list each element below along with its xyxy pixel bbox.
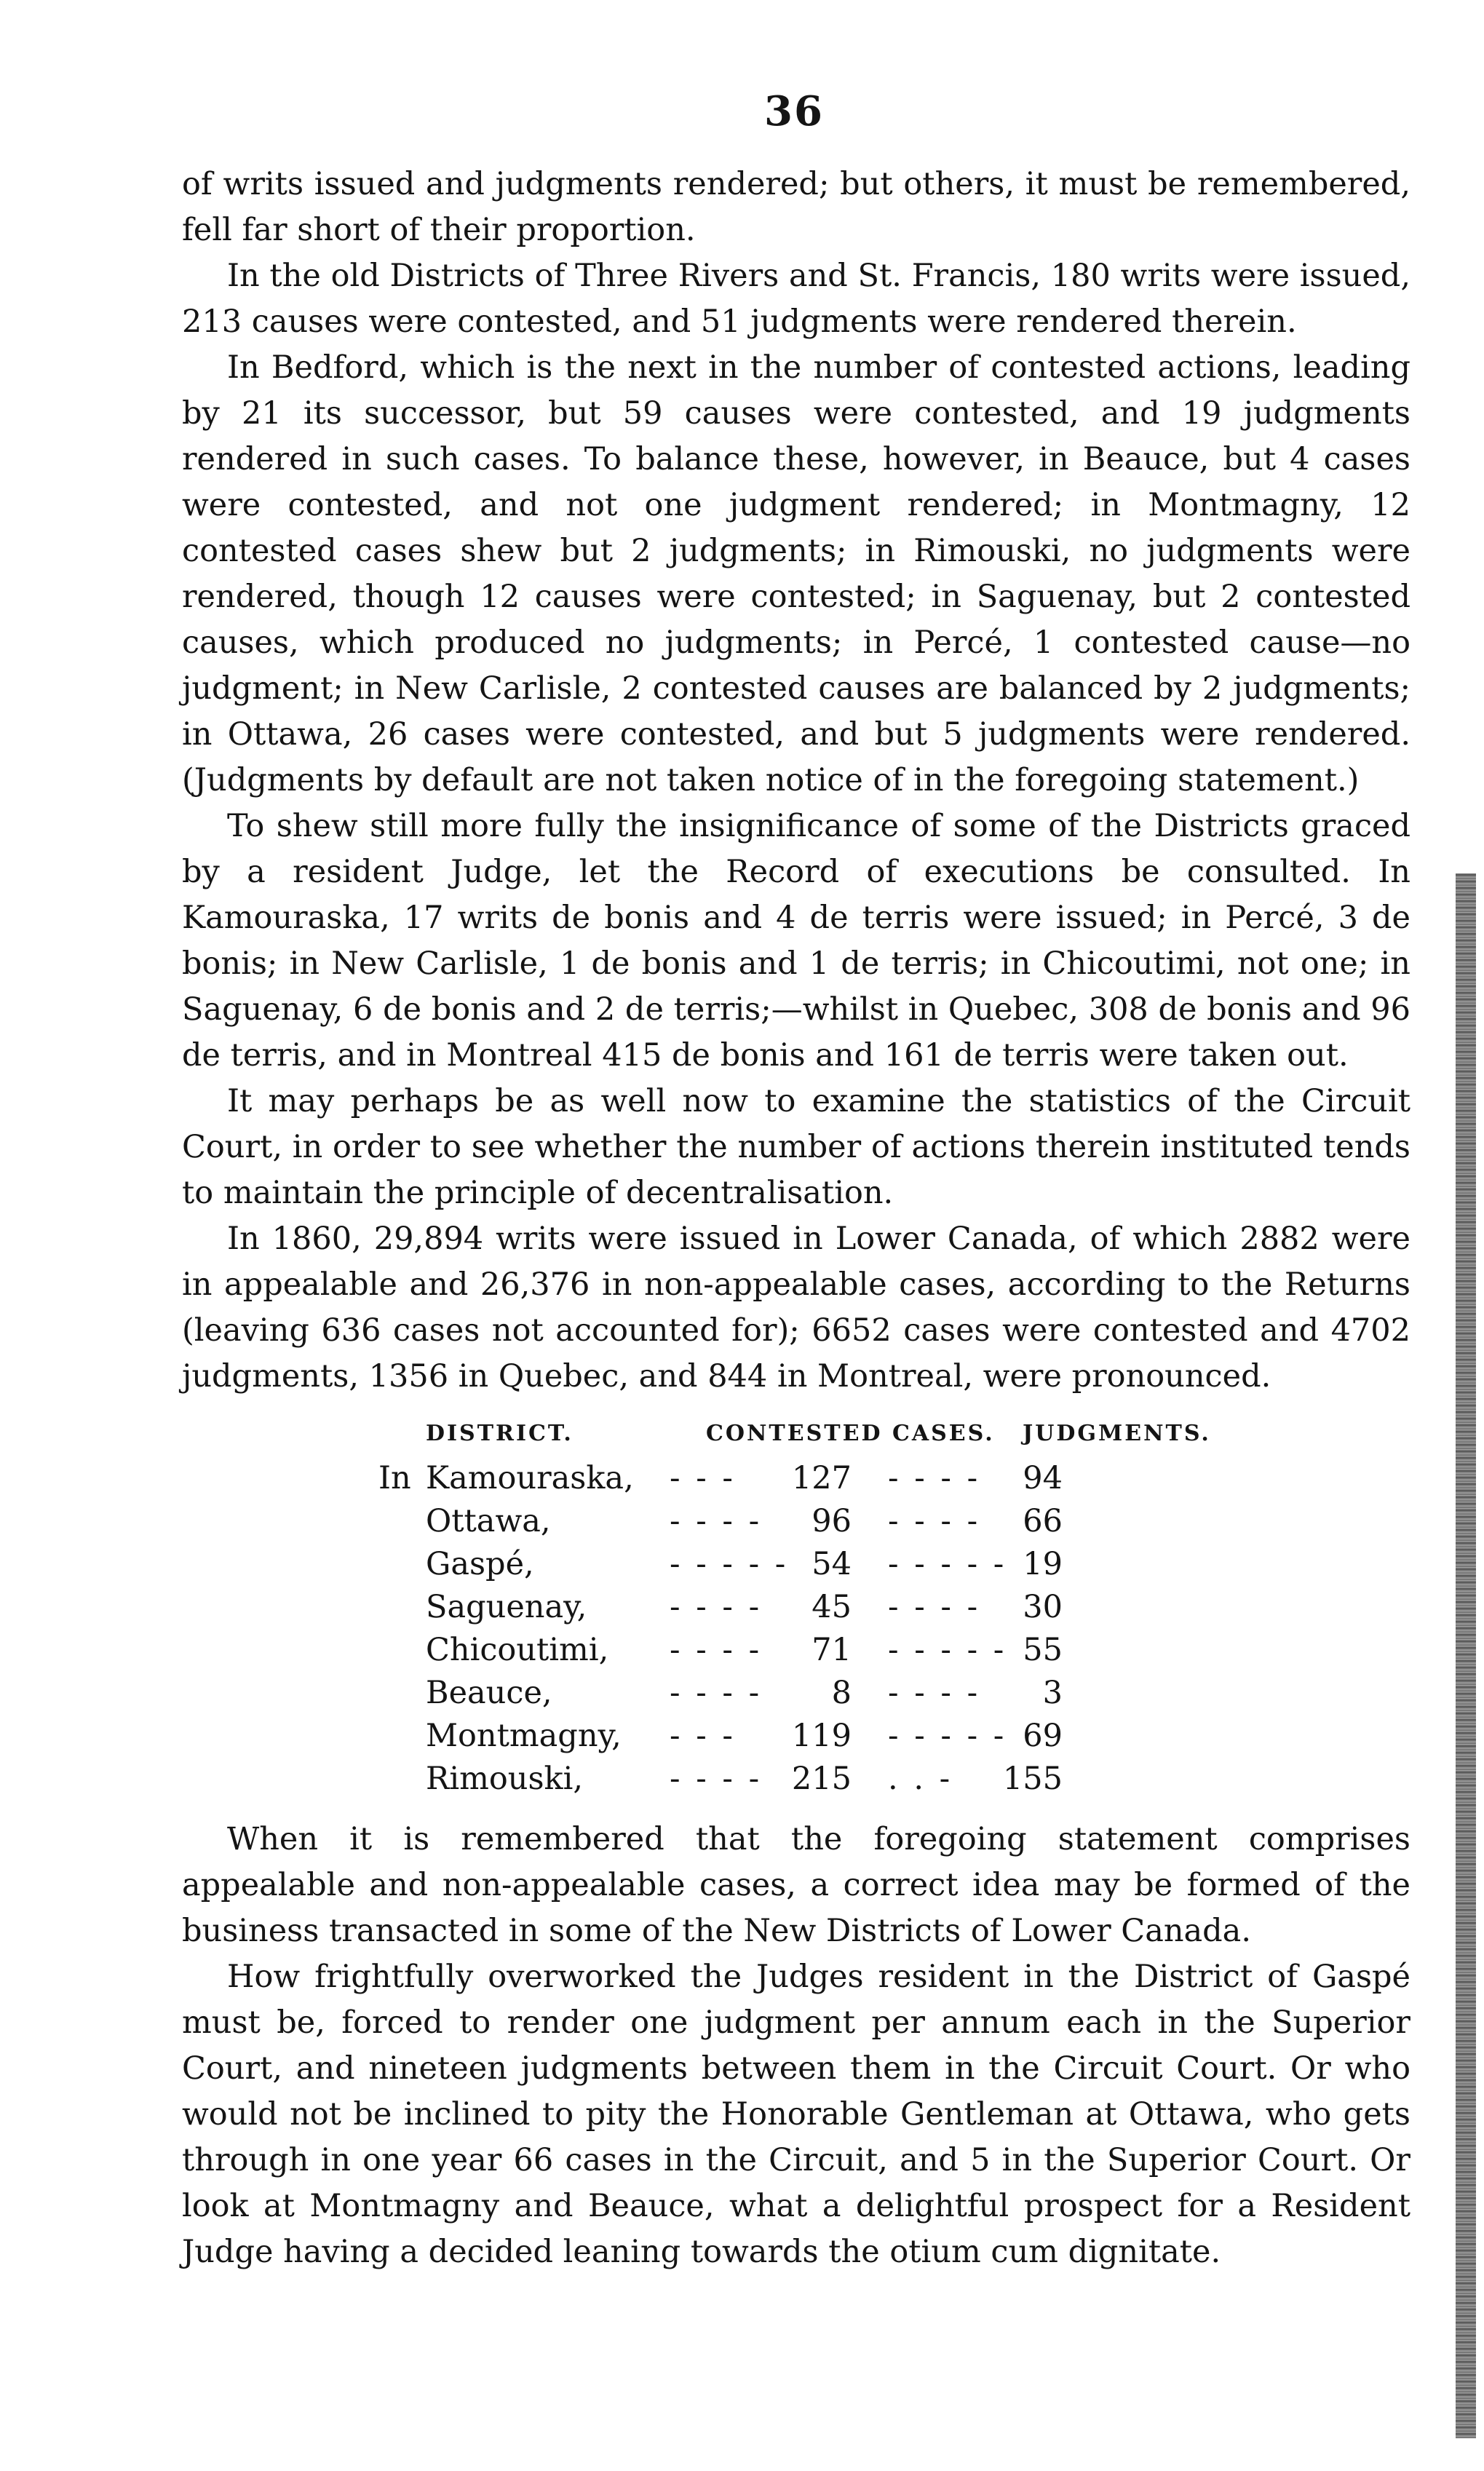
contested-value: 71 <box>812 1632 852 1668</box>
table-row: Chicoutimi, - - - - 71 - - - - - 55 <box>378 1629 1252 1672</box>
paragraph-remembered: When it is remembered that the foregoing statement comprises appealable and non-appealable cases, a correct idea may be formed of the business transacted in some of the New Districts of Lower Canada. <box>182 1821 1410 1949</box>
district-name: Rimouski, <box>426 1761 584 1797</box>
body-text-bottom <box>182 1817 1410 2275</box>
judgments-value: 155 <box>1002 1761 1063 1797</box>
contested-value: 119 <box>791 1718 852 1754</box>
contested-value: 215 <box>791 1761 852 1797</box>
table-row: Ottawa, - - - - 96 - - - - 66 <box>378 1500 1252 1543</box>
table-row: Montmagny, - - - 119 - - - - - 69 <box>378 1715 1252 1758</box>
paragraph-circuit-court: It may perhaps be as well now to examine the statistics of the Circuit Court, in order to see whether the number of actions therein instituted tends to maintain the principle of decentralisation. <box>182 1083 1410 1211</box>
district-name: Chicoutimi, <box>426 1632 609 1668</box>
judgments-value: 30 <box>1023 1589 1063 1625</box>
district-name: Gaspé, <box>426 1546 534 1582</box>
district-name: Saguenay, <box>426 1589 587 1625</box>
contested-value: 8 <box>831 1675 852 1711</box>
contested-value: 54 <box>812 1546 852 1582</box>
body-text-top <box>182 162 1410 1400</box>
paragraph-1860-statistics: In 1860, 29,894 writs were issued in Lower Canada, of which 2882 were in appealable and 26,376 in non-appealable cases, according to the Returns (leaving 636 cases not accounted for); 6652 cases were contested and 4702 judgments, 1356 in Quebec, and 844 in Montreal, were pronounced. <box>182 1221 1410 1395</box>
header-district: DISTRICT. <box>426 1421 574 1446</box>
page-number: 36 <box>764 87 824 135</box>
row-prefix: In <box>378 1460 411 1496</box>
table-row: In Kamouraska, - - - 127 - - - - 94 <box>378 1457 1252 1500</box>
table-row: Gaspé, - - - - - 54 - - - - - 19 <box>378 1543 1252 1586</box>
contested-value: 127 <box>791 1460 852 1496</box>
judgments-value: 3 <box>1042 1675 1063 1711</box>
judgments-value: 66 <box>1023 1503 1063 1539</box>
district-name: Kamouraska, <box>426 1460 634 1496</box>
paragraph-overworked-judges: How frightfully overworked the Judges resident in the District of Gaspé must be, forced to render one judgment per annum each in the Superior Court, and nineteen judgments between them in the Circuit Court. Or who would not be inclined to pity the Honorable Gentleman at Ottawa, who gets through in one year 66 cases in the Circuit, and 5 in the Superior Court. Or look at Montmagny and Beauce, what a delightful prospect for a Resident Judge having a decided leaning towards the otium cum dignitate. <box>182 1959 1410 2270</box>
paragraph-three-rivers: In the old Districts of Three Rivers and St. Francis, 180 writs were issued, 213 causes were contested, and 51 judgments were rendered therein. <box>182 258 1410 340</box>
header-judgments: JUDGMENTS. <box>1023 1421 1211 1446</box>
contested-value: 96 <box>812 1503 852 1539</box>
paragraph-continuation: of writs issued and judgments rendered; but others, it must be remembered, fell far short of their proportion. <box>182 166 1410 248</box>
header-contested-cases: CONTESTED CASES. <box>706 1421 995 1446</box>
district-name: Beauce, <box>426 1675 552 1711</box>
judgments-value: 19 <box>1023 1546 1063 1582</box>
scanned-page-edge <box>1456 873 1476 2438</box>
table-row: Rimouski, - - - - 215 . . - 155 <box>378 1758 1252 1801</box>
judgments-value: 55 <box>1023 1632 1063 1668</box>
district-statistics-table <box>378 1413 1252 1801</box>
district-name: Montmagny, <box>426 1718 622 1754</box>
paragraph-bedford: In Bedford, which is the next in the number of contested actions, leading by 21 its successor, but 59 causes were contested, and 19 judgments rendered in such cases. To balance these, however, in Beauce, but 4 cases were contested, and not one judgment rendered; in Montmagny, 12 contested cases shew but 2 judgments; in Rimouski, no judgments were rendered, though 12 causes were contested; in Saguenay, but 2 contested causes, which produced no judgments; in Percé, 1 contested cause—no judgment; in New Carlisle, 2 contested causes are balanced by 2 judgments; in Ottawa, 26 cases were contested, and but 5 judgments were rendered. (Judgments by default are not taken notice of in the foregoing statement.) <box>182 349 1410 798</box>
judgments-value: 69 <box>1023 1718 1063 1754</box>
table-header <box>378 1413 1252 1457</box>
judgments-value: 94 <box>1023 1460 1063 1496</box>
table-row: Beauce, - - - - 8 - - - - 3 <box>378 1672 1252 1715</box>
paragraph-executions: To shew still more fully the insignificance of some of the Districts graced by a resident Judge, let the Record of executions be consulted. In Kamouraska, 17 writs de bonis and 4 de terris were issued; in Percé, 3 de bonis; in New Carlisle, 1 de bonis and 1 de terris; in Chicoutimi, not one; in Saguenay, 6 de bonis and 2 de terris;—whilst in Quebec, 308 de bonis and 96 de terris, and in Montreal 415 de bonis and 161 de terris were taken out. <box>182 808 1410 1074</box>
table-row: Saguenay, - - - - 45 - - - - 30 <box>378 1586 1252 1629</box>
district-name: Ottawa, <box>426 1503 551 1539</box>
contested-value: 45 <box>812 1589 852 1625</box>
